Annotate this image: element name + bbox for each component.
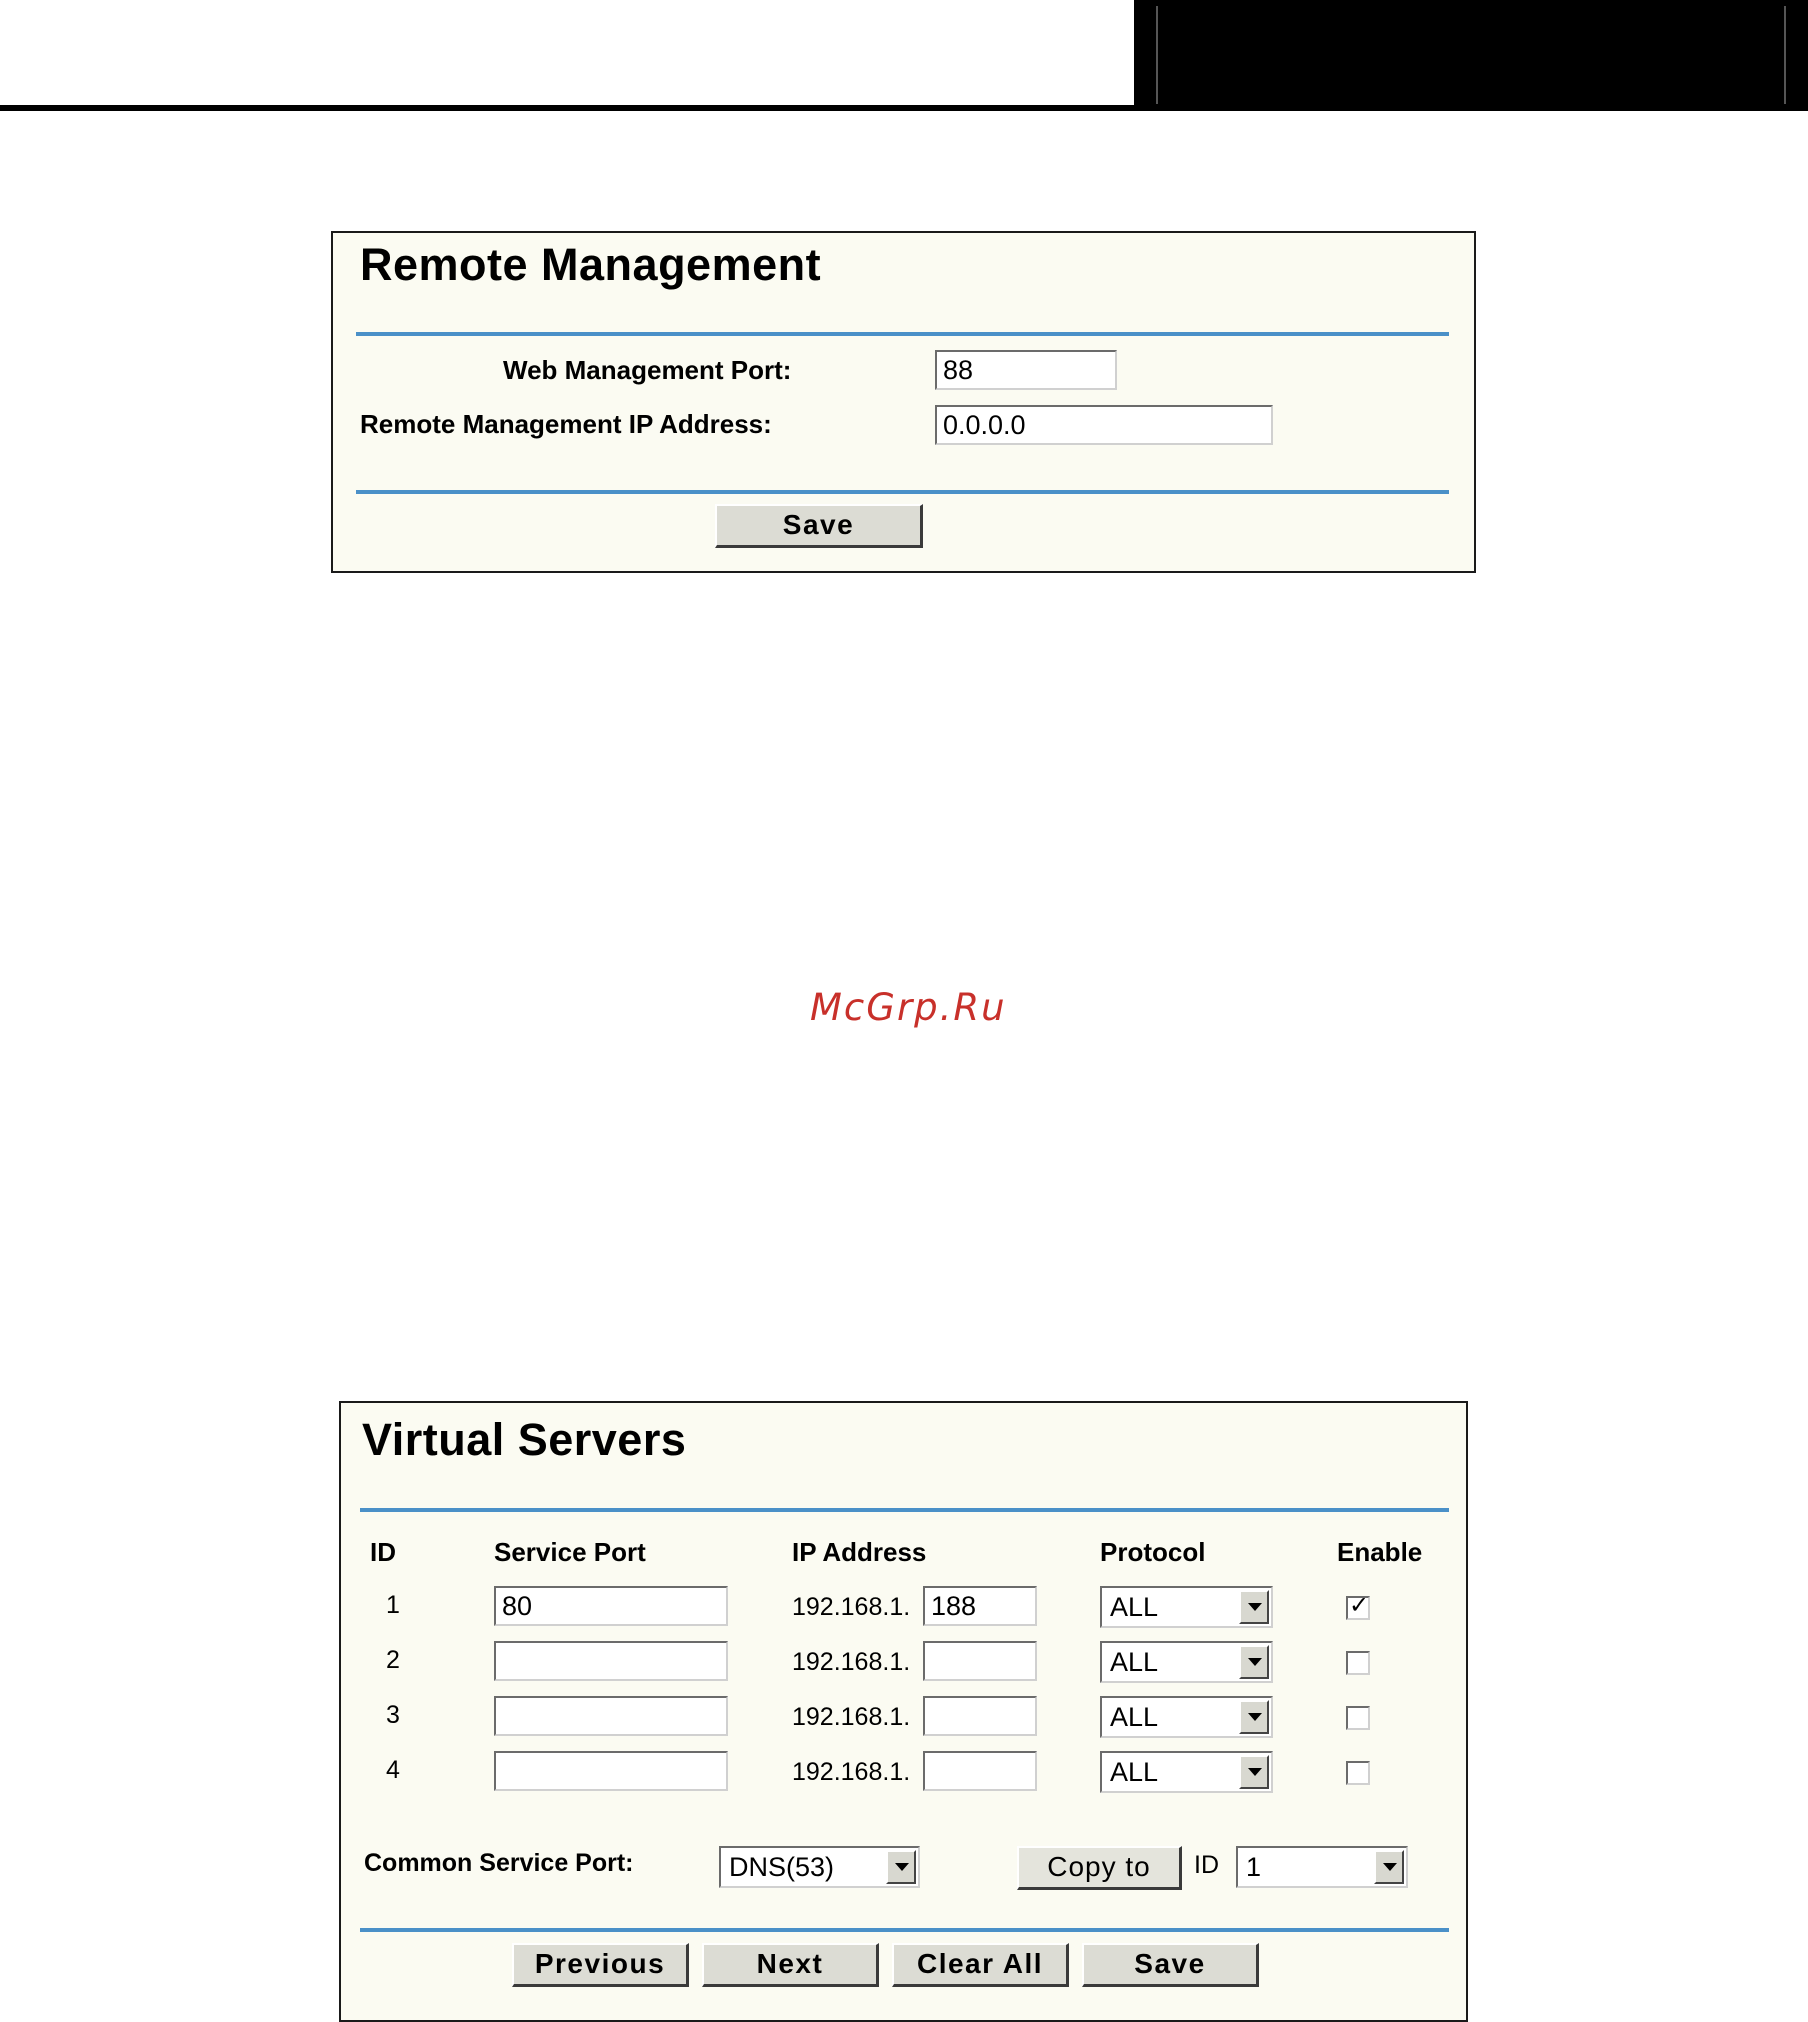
check-icon: ✓ — [1349, 1591, 1370, 1619]
save-button[interactable]: Save — [715, 504, 923, 548]
row-id: 4 — [386, 1756, 400, 1784]
ip-prefix: 192.168.1. — [792, 1593, 911, 1621]
common-service-port-value: DNS(53) — [729, 1852, 835, 1882]
remote-management-panel — [331, 231, 1476, 573]
service-port-input[interactable] — [494, 1696, 728, 1736]
panel-title: Virtual Servers — [362, 1414, 687, 1465]
protocol-select[interactable] — [1100, 1696, 1273, 1738]
protocol-select[interactable] — [1100, 1751, 1273, 1793]
column-header-service-port: Service Port — [494, 1537, 646, 1567]
protocol-value: ALL — [1110, 1702, 1159, 1732]
web-management-port-label: Web Management Port: — [503, 355, 792, 385]
enable-checkbox[interactable] — [1346, 1706, 1370, 1730]
divider — [356, 332, 1449, 336]
row-id: 2 — [386, 1646, 400, 1674]
copy-to-button[interactable]: Copy to — [1017, 1846, 1182, 1890]
column-header-enable: Enable — [1337, 1537, 1423, 1567]
header-divider — [1784, 6, 1786, 104]
chevron-down-icon[interactable] — [1239, 1645, 1269, 1679]
divider — [356, 490, 1449, 494]
common-service-port-select[interactable] — [719, 1846, 920, 1888]
enable-checkbox[interactable] — [1346, 1591, 1370, 1620]
copy-id-select[interactable] — [1236, 1846, 1408, 1888]
clear-all-button[interactable]: Clear All — [892, 1943, 1069, 1987]
column-header-ip-address: IP Address — [792, 1537, 927, 1567]
divider — [360, 1928, 1449, 1932]
protocol-select[interactable] — [1100, 1641, 1273, 1683]
id-label: ID — [1194, 1851, 1219, 1879]
header-block — [1134, 0, 1808, 111]
common-service-port-label: Common Service Port: — [364, 1849, 634, 1877]
enable-checkbox[interactable] — [1346, 1761, 1370, 1785]
column-header-protocol: Protocol — [1100, 1537, 1206, 1567]
ip-suffix-input[interactable]: 188 — [923, 1586, 1037, 1626]
ip-suffix-input[interactable] — [923, 1696, 1037, 1736]
remote-management-ip-label: Remote Management IP Address: — [360, 409, 772, 439]
service-port-input[interactable] — [494, 1641, 728, 1681]
divider — [360, 1508, 1449, 1512]
chevron-down-icon[interactable] — [1374, 1850, 1404, 1884]
next-button[interactable]: Next — [702, 1943, 879, 1987]
remote-management-ip-input[interactable]: 0.0.0.0 — [935, 405, 1273, 445]
service-port-input[interactable] — [494, 1751, 728, 1791]
copy-id-value: 1 — [1246, 1852, 1262, 1882]
chevron-down-icon[interactable] — [1239, 1590, 1269, 1624]
chevron-down-icon[interactable] — [1239, 1755, 1269, 1789]
ip-prefix: 192.168.1. — [792, 1703, 911, 1731]
enable-checkbox[interactable] — [1346, 1651, 1370, 1675]
protocol-value: ALL — [1110, 1592, 1159, 1622]
ip-prefix: 192.168.1. — [792, 1758, 911, 1786]
protocol-value: ALL — [1110, 1647, 1159, 1677]
virtual-servers-panel — [339, 1401, 1468, 2022]
ip-prefix: 192.168.1. — [792, 1648, 911, 1676]
ip-suffix-input[interactable] — [923, 1751, 1037, 1791]
watermark: McGrp.Ru — [810, 986, 1007, 1029]
chevron-down-icon[interactable] — [1239, 1700, 1269, 1734]
protocol-select[interactable] — [1100, 1586, 1273, 1628]
previous-button[interactable]: Previous — [512, 1943, 689, 1987]
save-button[interactable]: Save — [1082, 1943, 1259, 1987]
chevron-down-icon[interactable] — [886, 1850, 916, 1884]
panel-title: Remote Management — [360, 239, 822, 290]
header-divider — [1156, 6, 1158, 104]
protocol-value: ALL — [1110, 1757, 1159, 1787]
column-header-id: ID — [370, 1537, 396, 1567]
row-id: 3 — [386, 1701, 400, 1729]
row-id: 1 — [386, 1591, 400, 1619]
ip-suffix-input[interactable] — [923, 1641, 1037, 1681]
service-port-input[interactable]: 80 — [494, 1586, 728, 1626]
web-management-port-input[interactable]: 88 — [935, 350, 1117, 390]
